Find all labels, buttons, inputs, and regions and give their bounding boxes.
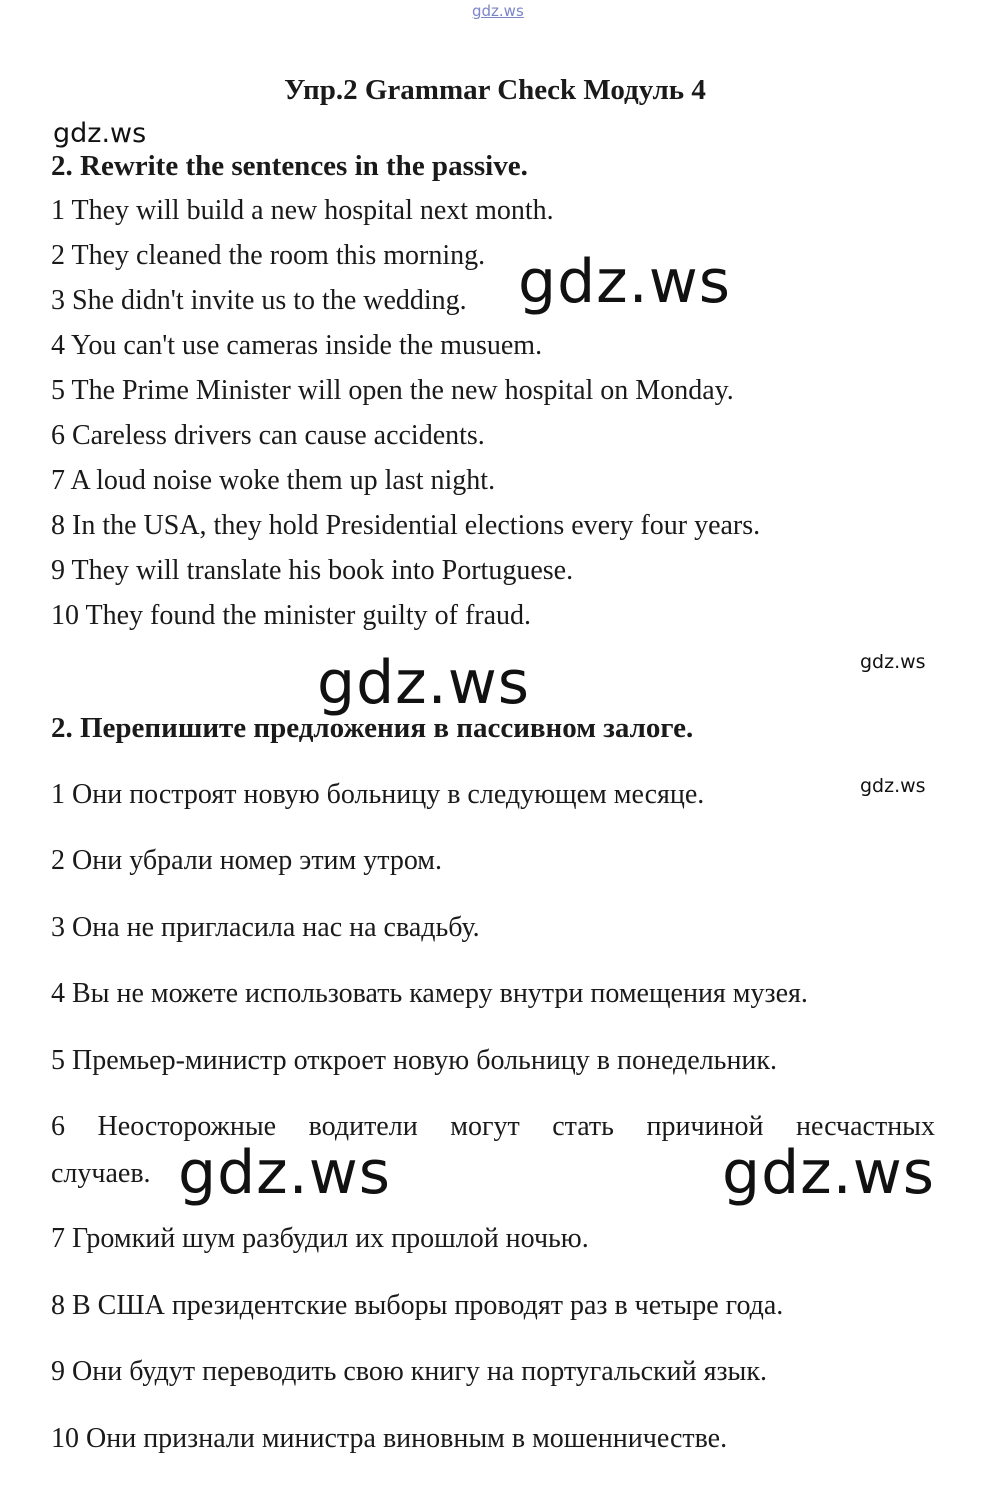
english-sentence: 2 They cleaned the room this morning.: [51, 240, 486, 271]
watermark-big-4: gdz.ws: [722, 1138, 936, 1208]
russian-sentence: 5 Премьер-министр откроет новую больницу в понедельник.: [51, 1045, 778, 1076]
english-heading: 2. Rewrite the sentences in the passive.: [51, 150, 528, 182]
watermark-header: gdz.ws: [53, 118, 147, 149]
page-title: Упр.2 Grammar Check Модуль 4: [284, 74, 706, 106]
english-sentence: 8 In the USA, they hold Presidential elections every four years.: [51, 510, 761, 541]
english-sentence: 3 She didn't invite us to the wedding.: [51, 285, 467, 316]
russian-sentence: 4 Вы не можете использовать камеру внутри помещения музея.: [51, 978, 808, 1009]
watermark-top-link[interactable]: gdz.ws: [472, 2, 524, 20]
russian-sentence: 3 Она не пригласила нас на свадьбу.: [51, 912, 480, 943]
russian-sentence: 10 Они признали министра виновным в мошенничестве.: [51, 1423, 728, 1454]
russian-sentence-continuation: случаев.: [51, 1158, 151, 1189]
russian-sentence: 6 Неосторожные водители могут стать причиной несчастных: [51, 1111, 935, 1142]
english-sentence: 10 They found the minister guilty of fraud.: [51, 600, 532, 631]
russian-heading: 2. Перепишите предложения в пассивном залоге.: [51, 712, 694, 744]
russian-sentence: 9 Они будут переводить свою книгу на португальский язык.: [51, 1356, 767, 1387]
watermark-big-2: gdz.ws: [317, 648, 531, 718]
russian-sentence: 7 Громкий шум разбудил их прошлой ночью.: [51, 1223, 589, 1254]
english-sentence: 5 The Prime Minister will open the new hospital on Monday.: [51, 375, 734, 406]
english-sentence: 6 Careless drivers can cause accidents.: [51, 420, 485, 451]
watermark-big-3: gdz.ws: [178, 1138, 392, 1208]
english-sentence: 9 They will translate his book into Portuguese.: [51, 555, 574, 586]
english-sentence: 7 A loud noise woke them up last night.: [51, 465, 496, 496]
watermark-small-2: gdz.ws: [860, 775, 926, 797]
russian-sentence: 2 Они убрали номер этим утром.: [51, 845, 443, 876]
russian-sentence: 8 В США президентские выборы проводят раз в четыре года.: [51, 1290, 784, 1321]
english-sentence: 1 They will build a new hospital next month.: [51, 195, 554, 226]
watermark-small-1: gdz.ws: [860, 651, 926, 673]
russian-sentence: 1 Они построят новую больницу в следующем месяце.: [51, 779, 705, 810]
watermark-big-1: gdz.ws: [518, 247, 732, 317]
english-sentence: 4 You can't use cameras inside the musuem.: [51, 330, 543, 361]
